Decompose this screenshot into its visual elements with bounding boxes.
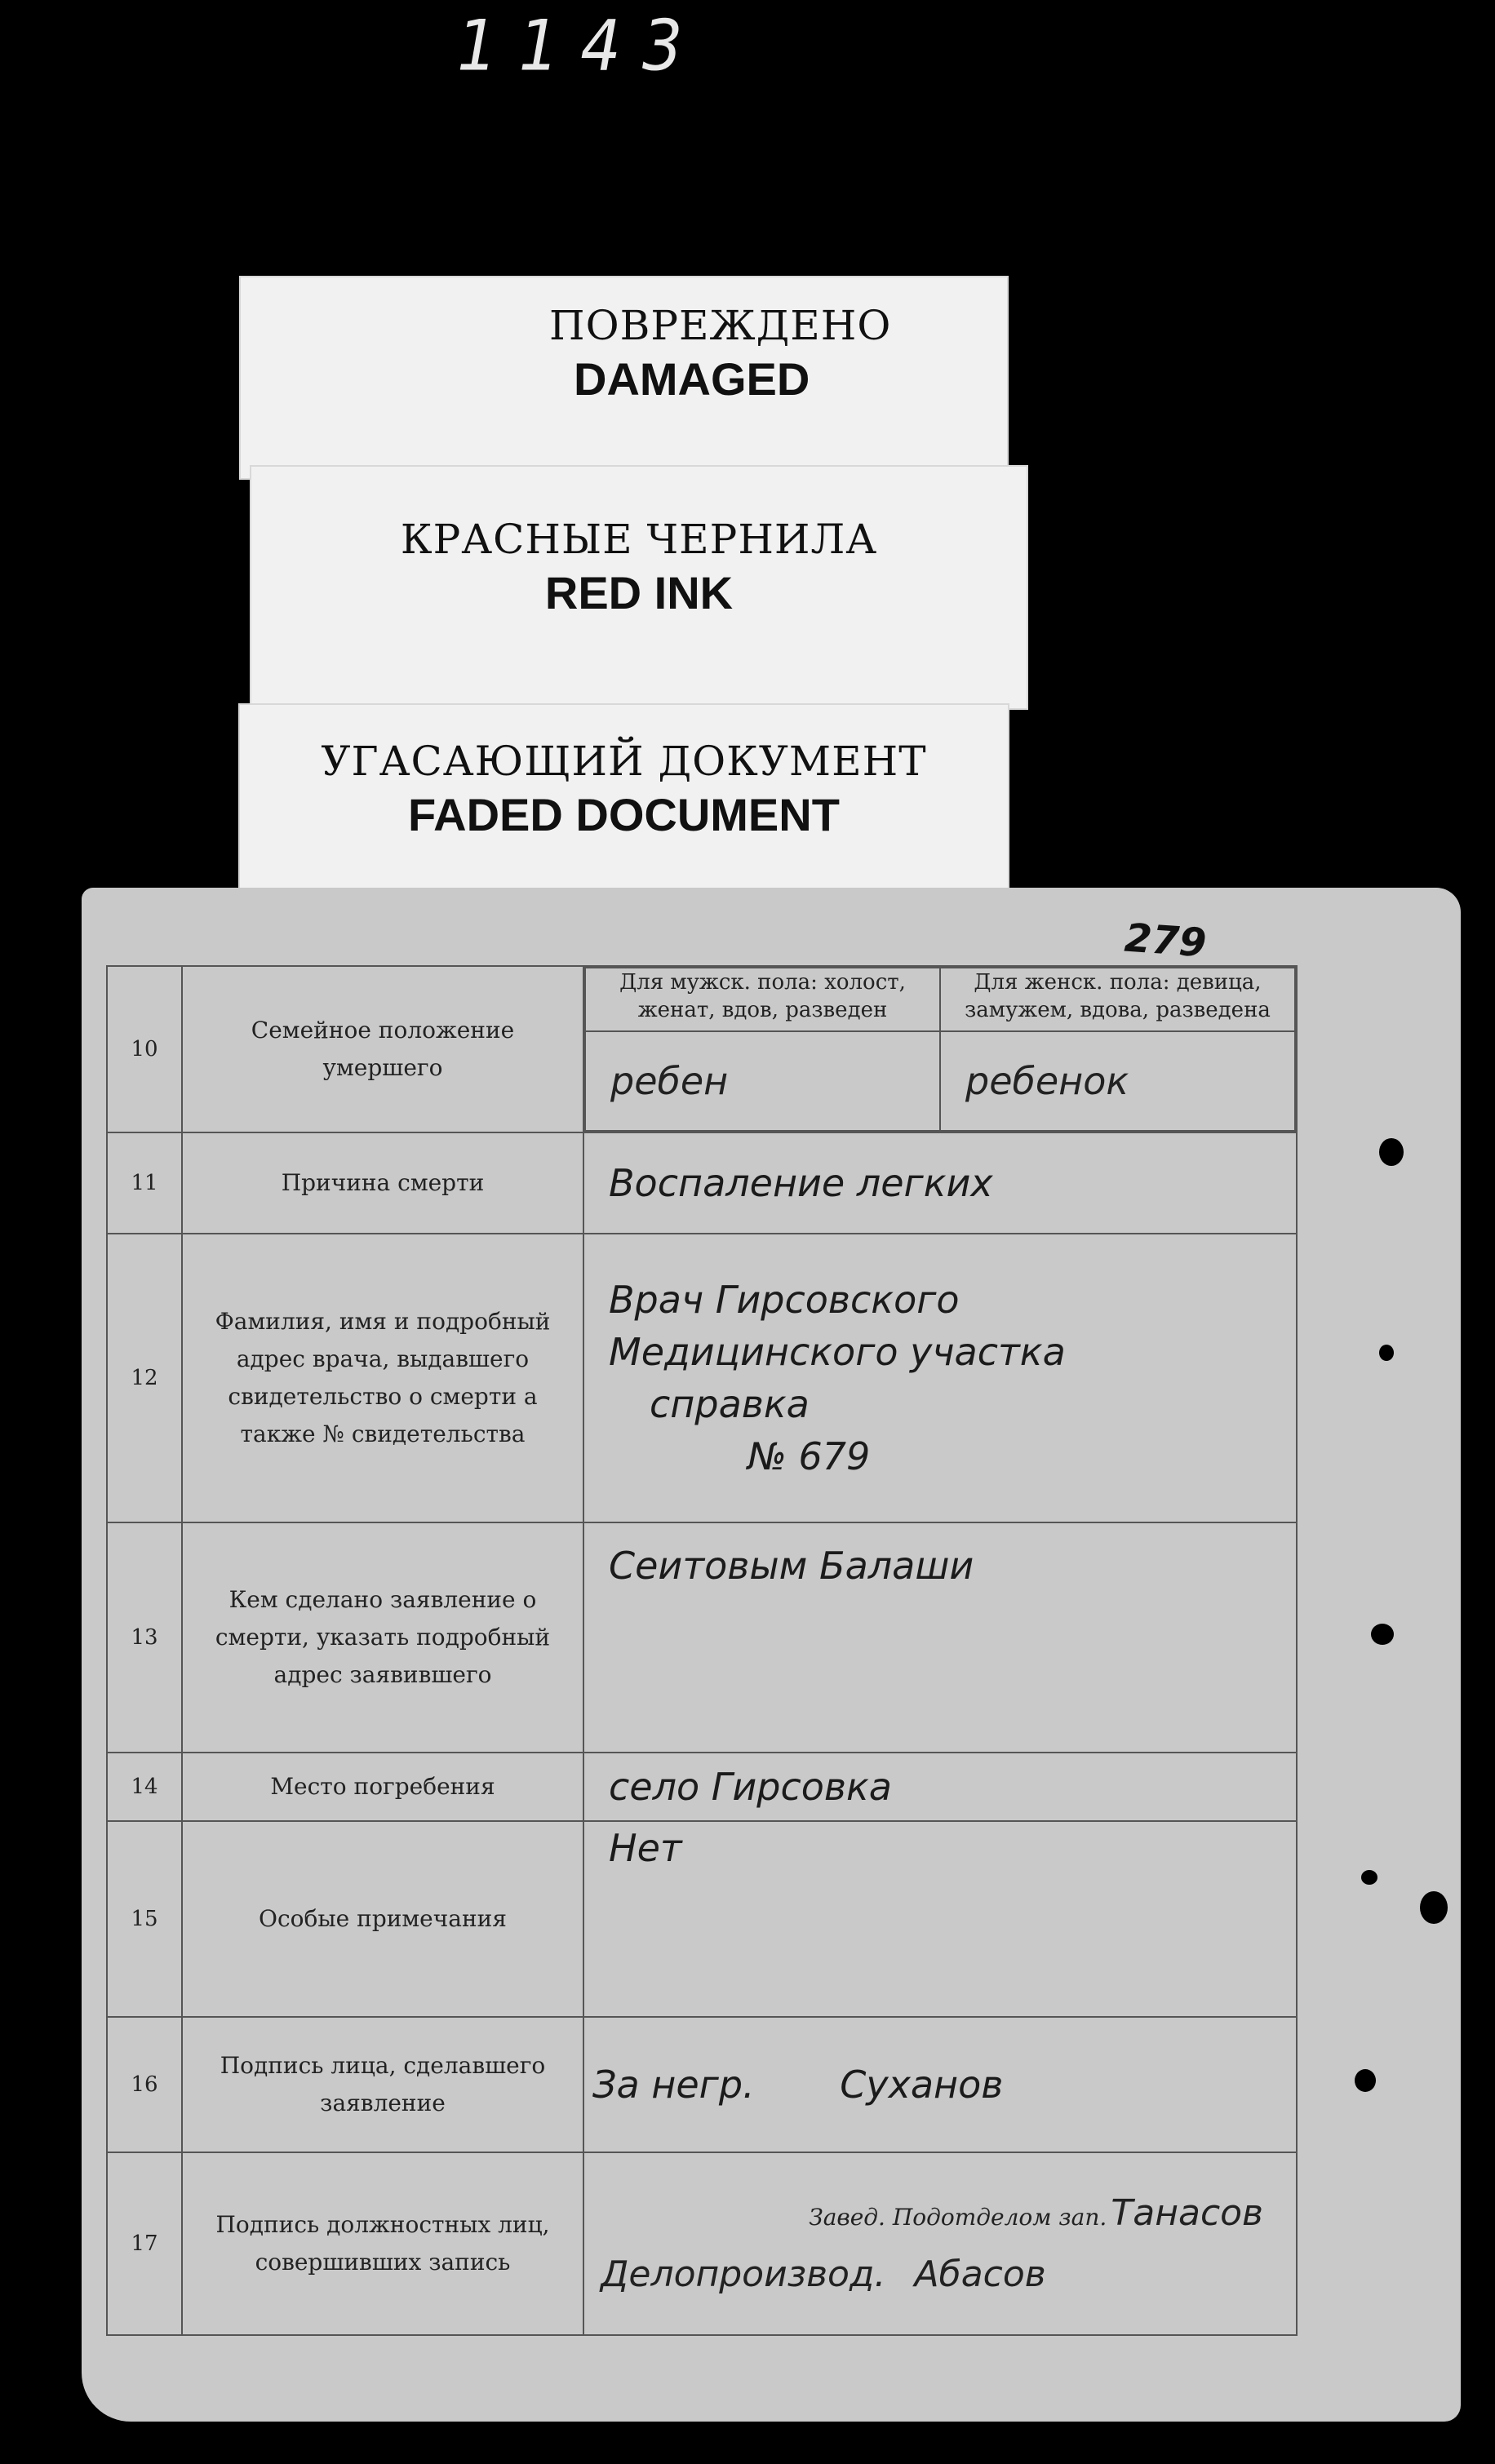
field-label: Особые примечания [182,1821,583,2017]
remarks-value: Нет [609,1826,682,1870]
form-row-17 [107,2152,1297,2335]
binding-hole [1379,1345,1394,1361]
form-row-16 [107,2017,1297,2152]
certificate-number: № 679 [748,1434,871,1478]
faded-label-en: FADED DOCUMENT [408,789,840,840]
female-column-header: Для женск. пола: девица, замужем, вдова, разведена [940,968,1295,1031]
death-record-form [106,965,1298,2336]
red-ink-label-ru: КРАСНЫЕ ЧЕРНИЛА [400,516,878,563]
field-label: Семейное положение умершего [182,966,583,1132]
form-row-12 [107,1234,1297,1522]
female-marital-value: ребенок [940,1031,1295,1131]
form-row-10 [107,966,1297,1132]
row-number: 10 [107,966,182,1132]
field-label: Причина смерти [182,1132,583,1234]
field-label: Подпись лица, сделавшего заявление [182,2017,583,2152]
form-row-15 [107,1821,1297,2017]
burial-place-value: село Гирсовка [609,1765,892,1809]
row-number: 12 [107,1234,182,1522]
damaged-label-card [239,276,1009,480]
page-number: 279 [1123,915,1209,967]
field-label: Кем сделано заявление о смерти, указать подробный адрес заявившего [182,1522,583,1753]
form-row-11 [107,1132,1297,1234]
row-number: 17 [107,2152,182,2335]
cause-of-death-value: Воспаление легких [609,1161,993,1205]
faded-label-ru: УГАСАЮЩИЙ ДОКУМЕНТ [321,738,927,785]
binding-hole [1420,1891,1448,1924]
doctor-value-line: Медицинского участка [609,1330,1066,1374]
form-row-13 [107,1522,1297,1753]
male-column-header: Для мужск. пола: холост, женат, вдов, разведен [585,968,940,1031]
archive-number: 1143 [457,6,704,87]
binding-hole [1361,1870,1377,1885]
field-label: Подпись должностных лиц, совершивших запись [182,2152,583,2335]
clerk-label: Делопроизвод. [601,2253,886,2295]
field-label: Фамилия, имя и подробный адрес врача, выдавшего свидетельство о смерти а также № свидетельства [182,1234,583,1522]
binding-hole [1371,1624,1394,1645]
declarant-signature: Суханов [840,2063,1004,2107]
damaged-label-ru: ПОВРЕЖДЕНО [549,302,892,349]
head-of-subdept-label: Завед. Подотделом зап. [809,2204,1107,2231]
red-ink-label-en: RED INK [544,567,734,618]
head-of-subdept-signature: Танасов [1111,2192,1263,2234]
declarant-value: Сеитовым Балаши [609,1544,974,1588]
red-ink-label-card [250,465,1028,710]
clerk-signature: Абасов [914,2253,1046,2295]
declarant-signature-prefix: За негр. [592,2063,755,2107]
form-row-14 [107,1753,1297,1821]
faded-document-label-card [238,703,1009,889]
binding-hole [1379,1138,1404,1166]
doctor-value-line: Врач Гирсовского [609,1278,960,1322]
binding-hole [1355,2069,1376,2092]
row-number: 15 [107,1821,182,2017]
row-number: 16 [107,2017,182,2152]
field-label: Место погребения [182,1753,583,1821]
marital-status-subtable [584,967,1296,1132]
row-number: 14 [107,1753,182,1821]
damaged-label-en: DAMAGED [574,353,810,405]
doctor-value-line: справка [650,1382,810,1426]
row-number: 13 [107,1522,182,1753]
row-number: 11 [107,1132,182,1234]
male-marital-value: ребен [585,1031,940,1131]
